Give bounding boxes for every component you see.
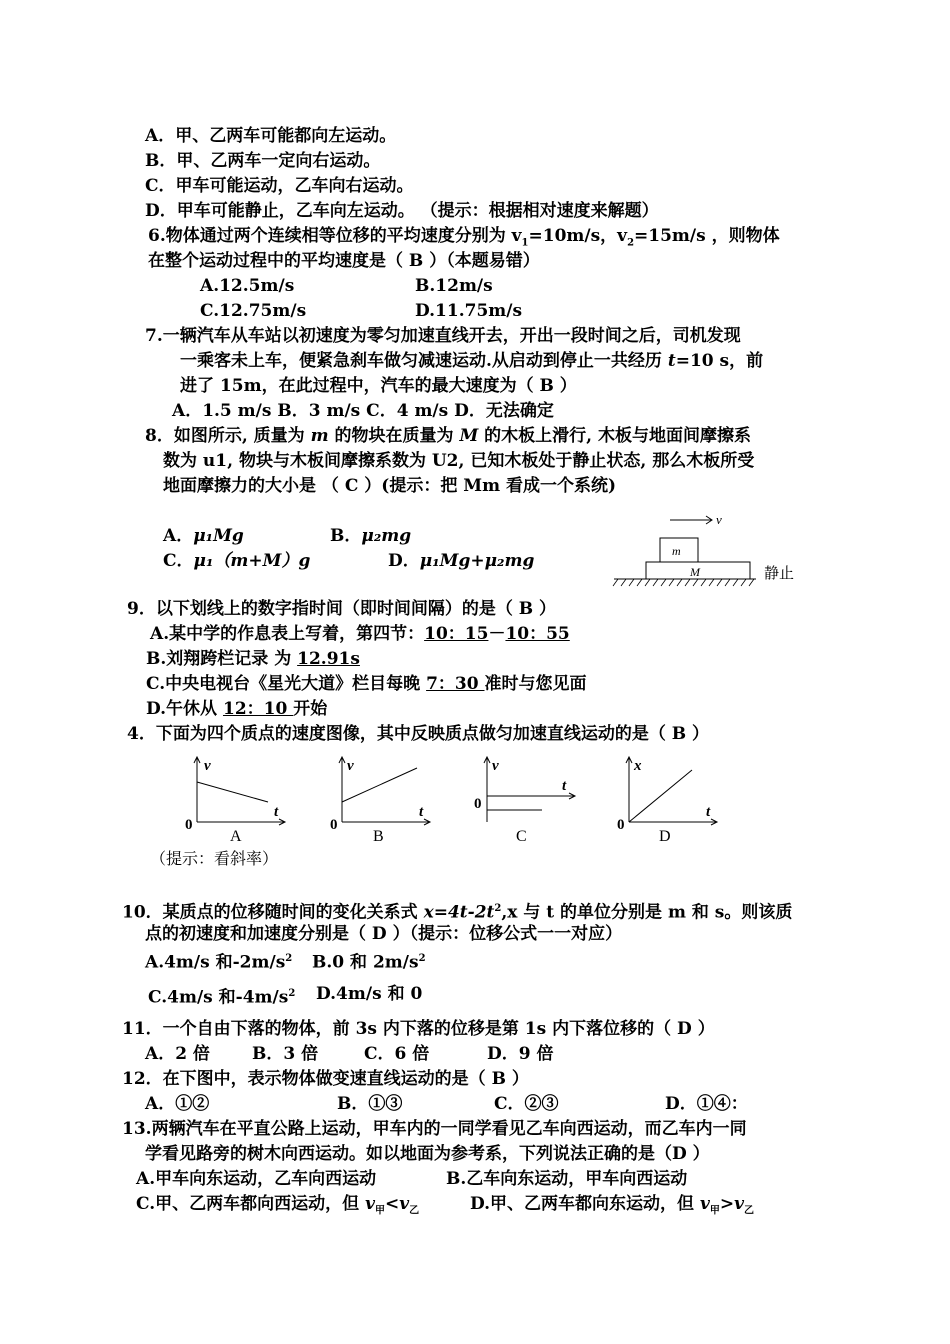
board-label: M <box>690 565 700 579</box>
graph-a-origin: 0 <box>185 817 193 833</box>
graph-a-caption: A <box>230 828 242 845</box>
q11-stem: 11．一个自由下落的物体，前 3s 内下落的位移是第 1s 内下落位移的（ D ） <box>122 1019 715 1039</box>
graph-a-y-label: v <box>204 758 211 774</box>
q13-option-c: C.甲、乙两车都向西运动，但 $v_甲<v_乙$ <box>136 1194 420 1217</box>
q9-option-c: C.中央电视台《星光大道》栏目每晚 7：30 准时与您见面 <box>146 674 587 694</box>
q8-block-board-figure <box>610 508 810 590</box>
q10-option-c: C.4m/s 和$-4m/s^2$ <box>148 987 296 1008</box>
graph-c-caption: C <box>516 828 527 845</box>
q10-option-a: A.4m/s 和$-2m/s^2$ <box>145 952 293 973</box>
q10-option-d: D.4m/s 和 0 <box>316 984 423 1004</box>
q8-stem-line1: 8．如图所示, 质量为 m 的物块在质量为 M 的木板上滑行, 木板与地面间摩擦系 <box>145 426 752 446</box>
graph-c-y-label: v <box>492 758 499 774</box>
q9-option-d: D.午休从 12：10 开始 <box>146 699 328 719</box>
q12-stem: 12．在下图中，表示物体做变速直线运动的是（ B ） <box>122 1069 529 1089</box>
q9-stem: 9．以下划线上的数字指时间（即时间间隔）的是（ B ） <box>127 599 557 619</box>
graph-d-caption: D <box>659 828 671 845</box>
q9-option-b: B.刘翔跨栏记录 为 12.91s <box>146 649 360 669</box>
graph-b-origin: 0 <box>330 817 338 833</box>
q8-stem-line2: 数为 u1, 物块与木板间摩擦系数为 U2, 已知木板处于静止状态, 那么木板所受 <box>163 451 755 471</box>
q6-option-b: B.12m/s <box>415 276 493 296</box>
q13-option-d: D.甲、乙两车都向东运动，但 $v_甲>v_乙$ <box>470 1194 755 1217</box>
q7-stem-line3: 进了 15m，在此过程中，汽车的最大速度为（ B ） <box>180 376 577 396</box>
graph-a-line <box>197 782 268 802</box>
q8-option-a: A．μ₁Mg <box>163 526 244 546</box>
graph-d-y-label: x <box>634 758 642 774</box>
graph-d-line <box>629 770 692 822</box>
q11-option-c: C．6 倍 <box>364 1044 430 1064</box>
q13-stem-line2: 学看见路旁的树木向西运动。如以地面为参考系，下列说法正确的是（D ） <box>145 1144 710 1164</box>
q12-option-b: B．①③ <box>337 1094 403 1114</box>
q10-option-b: B.0 和 $2m/s^2$ <box>312 952 426 973</box>
q5-option-a: A．甲、乙两车可能都向左运动。 <box>145 126 397 146</box>
q12-option-c: C．②③ <box>494 1094 559 1114</box>
q13-stem-line1: 13.两辆汽车在平直公路上运动，甲车内的一同学看见乙车向西运动，而乙车内一同 <box>122 1119 747 1139</box>
graph-c <box>470 752 580 847</box>
graph-b-y-label: v <box>347 758 354 774</box>
graph-b-caption: B <box>373 828 384 845</box>
q11-option-d: D．9 倍 <box>487 1044 554 1064</box>
q12-option-a: A．①② <box>145 1094 210 1114</box>
q8-option-b: B．μ₂mg <box>330 526 412 546</box>
velocity-label: v <box>716 512 722 527</box>
graph-d-origin: 0 <box>617 817 625 833</box>
q7-options: A．1.5 m/s B．3 m/s C．4 m/s D．无法确定 <box>172 401 554 421</box>
q6-option-c: C.12.75m/s <box>200 301 307 321</box>
q10-stem-line1: 10．某质点的位移随时间的变化关系式 $x=4t-2t^2,x$ 与 t 的单位分别是 m 和 s。则该质 <box>122 902 793 923</box>
q5-option-c: C．甲车可能运动，乙车向右运动。 <box>145 176 414 196</box>
q7-stem-line2: 一乘客未上车，便紧急刹车做匀减速运动.从启动到停止一共经历 t=10 s，前 <box>180 351 764 371</box>
q5-option-b: B．甲、乙两车一定向右运动。 <box>145 151 381 171</box>
graph-b-x-label: t <box>419 804 424 820</box>
q4-hint: （提示：看斜率） <box>150 849 279 868</box>
graph-a-x-label: t <box>274 804 279 820</box>
q8-option-d: D．μ₁Mg+μ₂mg <box>388 551 535 571</box>
q13-option-b: B.乙车向东运动，甲车向西运动 <box>446 1169 688 1189</box>
q8-stem-line3: 地面摩擦力的大小是 （ C ）(提示：把 Mm 看成一个系统) <box>163 476 617 496</box>
ground-hatching <box>613 579 754 586</box>
graph-b <box>325 752 435 847</box>
graph-d-x-label: t <box>706 804 711 820</box>
graph-c-origin: 0 <box>474 796 482 812</box>
q6-stem-line1: 6.物体通过两个连续相等位移的平均速度分别为 $v_1=10m/s$，$v_2=15m/s$ ，则物体 <box>148 226 780 249</box>
graph-d <box>612 752 722 847</box>
graph-c-x-label: t <box>562 778 567 794</box>
q10-stem-line2: 点的初速度和加速度分别是（ D ）（提示：位移公式一一对应） <box>145 924 623 944</box>
small-block-label: m <box>672 544 681 558</box>
q8-option-c: C．μ₁（m+M）g <box>163 551 311 571</box>
rest-label: 静止 <box>764 564 795 582</box>
graph-a <box>180 752 290 847</box>
q6-option-a: A.12.5m/s <box>200 276 295 296</box>
q11-option-a: A．2 倍 <box>145 1044 210 1064</box>
q9-option-a: A.某中学的作息表上写着，第四节：10：15－10：55 <box>150 624 570 644</box>
q5-option-d: D．甲车可能静止，乙车向左运动。 （提示：根据相对速度来解题） <box>145 201 659 221</box>
q7-stem-line1: 7.一辆汽车从车站以初速度为零匀加速直线开去，开出一段时间之后，司机发现 <box>145 326 741 346</box>
q4-stem: 4．下面为四个质点的速度图像，其中反映质点做匀加速直线运动的是（ B ） <box>127 724 710 744</box>
q13-option-a: A.甲车向东运动，乙车向西运动 <box>136 1169 377 1189</box>
q12-option-d: D．①④： <box>665 1094 748 1114</box>
q11-option-b: B．3 倍 <box>252 1044 319 1064</box>
q6-stem-line2: 在整个运动过程中的平均速度是（ B ）（本题易错） <box>148 251 540 271</box>
q6-option-d: D.11.75m/s <box>415 301 523 321</box>
